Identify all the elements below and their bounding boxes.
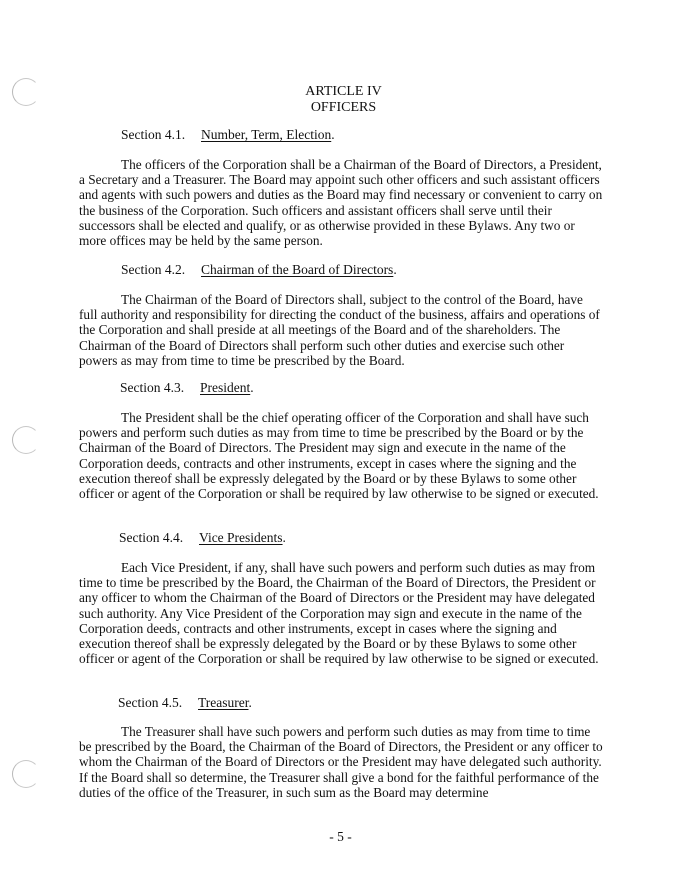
section-body [79,292,604,368]
section-number: Section 4.2. [121,262,186,277]
section-heading: Section 4.4. Vice Presidents. [119,530,286,545]
page-number: - 5 - [329,829,352,844]
article-title: OFFICERS [310,100,377,115]
section-body-text: The officers of the Corporation shall be a Chairman of the Board of Directors, a President, a Secretary and a Treasurer. The Board may appoint such other officers and such assistant officers and agents with such powers and duties as the Board may find necessary or convenient to carry on the business of the Corporation. Such officers and assistant officers shall serve until their successors shall be elected and qualify, or as otherwise provided in these Bylaws. Any two or more offices may be held by the same person. [79,157,603,249]
section-heading: Section 4.2. Chairman of the Board of Directors. [121,262,397,277]
section-title: President [200,380,251,395]
section-body-text: Each Vice President, if any, shall have such powers and perform such duties as may from time to time be prescribed by the Board, the Chairman of the Board of Directors, the President or any officer to whom the Chairman of the Board of Directors or the President may have delegated such authority. Any Vice President of the Corporation may sign and execute in the name of the Corporation deeds, contracts and other instruments, except in cases where the signing and execution thereof shall be expressly delegated by the Board or by these Bylaws to some other officer or agent of the Corporation or shall be required by law otherwise to be signed or executed. [79,560,599,667]
section-body [79,560,604,666]
section-title: Treasurer [198,695,249,710]
section-body [79,157,604,248]
section-body-text: The President shall be the chief operating officer of the Corporation and shall have such powers and perform such duties as may from time to time be prescribed by the Board or by the Chairman of the Board of Directors. The President may sign and execute in the name of the Corporation deeds, contracts and other instruments, except in cases where the signing and the execution thereof shall be expressly delegated by the Board or by these Bylaws to some other officer or agent of the Corporation or shall be required by law otherwise to be signed or executed. [79,410,599,502]
section-body-text: The Chairman of the Board of Directors shall, subject to the control of the Board, have full authority and responsibility for directing the conduct of the business, affairs and operations of the Corporation and shall preside at all meetings of the Board and of the shareholders. The Chairman of the Board of Directors shall perform such other duties and exercise such other powers as may from time to time be prescribed by the Board. [79,292,600,368]
punch-hole-mark [12,760,40,788]
section-heading: Section 4.3. President. [120,380,254,395]
section-number: Section 4.1. [121,127,186,142]
section-body [79,724,604,800]
punch-hole-mark [12,426,40,454]
section-body-text: The Treasurer shall have such powers and perform such duties as may from time to time be prescribed by the Board, the Chairman of the Board of Directors, the President or any officer to whom the Chairman of the Board of Directors or the President may have delegated such authority. If the Board shall so determine, the Treasurer shall give a bond for the faithful performance of the duties of the office of the Treasurer, in such sum as the Board may determine [79,724,603,800]
section-number: Section 4.3. [120,380,185,395]
section-number: Section 4.4. [119,530,184,545]
section-title: Number, Term, Election [201,127,332,142]
section-body [79,410,604,501]
section-number: Section 4.5. [118,695,183,710]
section-title: Chairman of the Board of Directors [201,262,394,277]
article-number: ARTICLE IV [305,84,382,99]
section-title: Vice Presidents [199,530,283,545]
section-heading: Section 4.1. Number, Term, Election. [121,127,335,142]
section-heading: Section 4.5. Treasurer. [118,695,252,710]
